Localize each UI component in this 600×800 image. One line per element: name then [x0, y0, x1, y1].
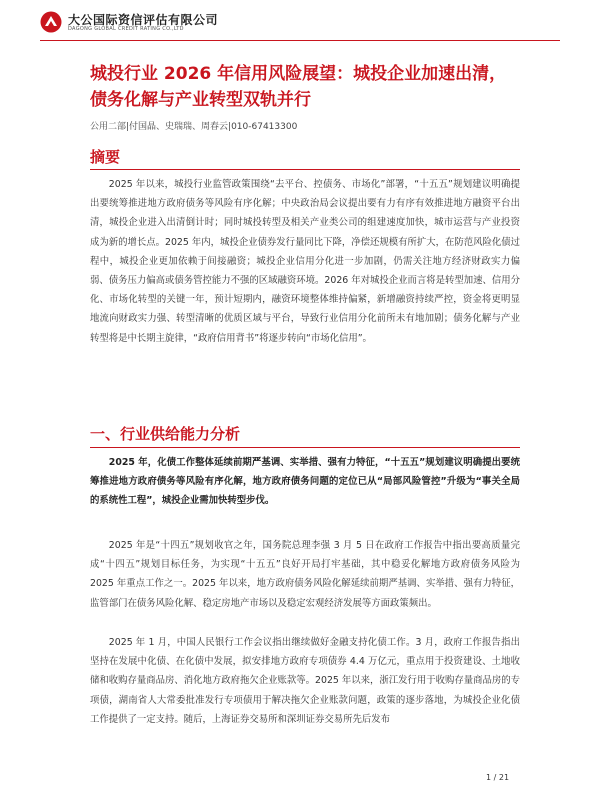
abstract-paragraph: 2025 年以来，城投行业监管政策围绕“去平台、控债务、市场化”部署，“十五五”规划建议明确提出要统筹推进地方政府债务等风险有序化解；中央政治局会议提出要有力有序有效推进地方融资平台出清，城投企业进入出清倒计时；同时城投转型及相关产业类公司的组建速度加快，城市运营与产业投资成为新的增长点。2025 年内，城投企业债券发行量同比下降，净偿还规模有所扩大，在防范风险化债过程中，城投企业更加依赖于间接融资；城投企业信用分化进一步加剧，仍需关注地方经济财政实力偏弱、债务压力偏高或债务管控能力不强的区域融资环境。2026 年对城投企业而言将是转型加速、信用分化、市场化转型的关键一年，预计短期内，融资环境整体维持偏紧，新增融资持续严控，资金将更明显地流向财政实力强、转型清晰的优质区域与平台，导致行业信用分化前所未有地加剧；债务化解与产业转型将是中长期主旋律，“政府信用背书”将逐步转向“市场化信用”。	[90, 179, 520, 344]
header-divider	[40, 40, 560, 41]
section-1-heading: 一、行业供给能力分析	[90, 425, 241, 443]
section-1-paragraph-2: 2025 年是“十四五”规划收官之年，国务院总理李强 3 月 5 日在政府工作报告中指出要高质量完成“十四五”规划目标任务，为实现“十五五”良好开局打牢基础，其中稳妥化解地方政府债务风险为 2025 年重点工作之一。2025 年以来，地方政府债务风险化解延续前期严基调、实举措、强有力特征，监管部门在债务风险化解、稳定房地产市场以及稳定宏观经济发展等方面政策频出。	[90, 540, 520, 609]
page-number: 1 / 21	[486, 773, 510, 782]
abstract-heading: 摘要	[90, 148, 121, 166]
company-name-cn: 大公国际资信评估有限公司	[68, 13, 219, 27]
section-1-lead-paragraph: 2025 年，化债工作整体延续前期严基调、实举措、强有力特征，“十五五”规划建议明确提出要统筹推进地方政府债务等风险有序化解，地方政府债务问题的定位已从“局部风险管控”升级为“事关全局的系统性工程”，城投企业需加快转型步伐。	[90, 457, 520, 507]
section-1-divider	[90, 447, 520, 448]
company-logo-icon	[40, 11, 62, 33]
section-1-paragraph-3: 2025 年 1 月，中国人民银行工作会议指出继续做好金融支持化债工作。3 月，政府工作报告指出坚持在发展中化债、在化债中发展，拟安排地方政府专项债券 4.4 万亿元，重点用于投资建设、土地收储和收购存量商品房、消化地方政府拖欠企业账款等。2025 年以来，浙江发行用于收购存量商品房的专项债，湖南省人大常委批准发行专项债用于解决拖欠企业账款问题，政策的逐步落地，为城投企业化债工作提供了一定支持。随后，上海证券交易所和深圳证券交易所先后发布	[90, 637, 520, 725]
document-title: 城投行业 2026 年信用风险展望：城投企业加速出清，债务化解与产业转型双轨并行	[90, 64, 507, 110]
page-header	[40, 10, 560, 34]
abstract-divider	[90, 169, 520, 170]
company-name-en: DAGONG GLOBAL CREDIT RATING CO.,LTD	[68, 26, 184, 32]
author-line: 公用二部|付国晶、史瑞瑞、周春云|010-67413300	[90, 122, 298, 132]
